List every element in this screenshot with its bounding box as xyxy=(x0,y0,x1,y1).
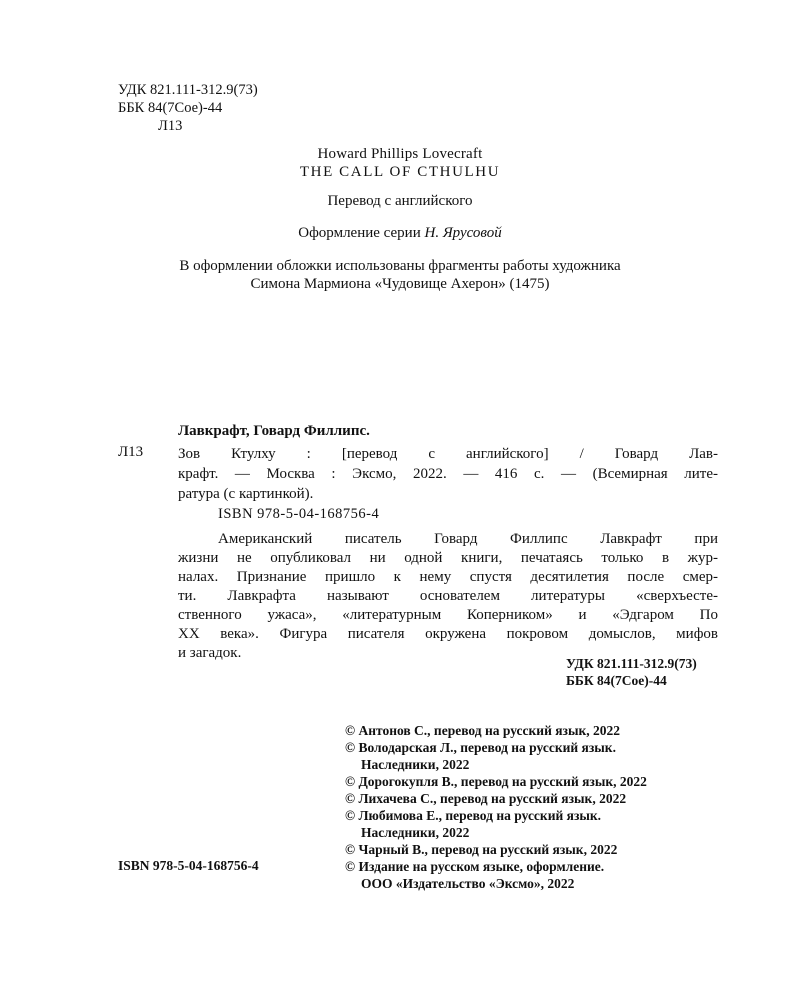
translation-note: Перевод с английского xyxy=(327,193,473,209)
series-design-credit xyxy=(0,225,800,242)
cover-note-line-1: В оформлении обложки использованы фрагменты работы художника xyxy=(179,258,621,274)
annotation xyxy=(178,530,718,663)
copyright-line: © Любимова Е., перевод на русский язык. xyxy=(345,808,602,823)
author-sign: Л13 xyxy=(158,118,183,134)
copyright-line: © Володарская Л., перевод на русский язык. xyxy=(345,740,616,755)
annotation-line: ственного ужаса», «литературным Коперником» и «Эдгаром По xyxy=(178,607,718,623)
cover-note-line-2: Симона Мармиона «Чудовище Ахерон» (1475) xyxy=(250,276,550,292)
top-classification-codes xyxy=(118,81,258,135)
right-classification-codes xyxy=(566,655,697,689)
copyright-line-continuation: Наследники, 2022 xyxy=(361,757,470,772)
bibliography-author-sign: Л13 xyxy=(118,444,144,460)
udk-code: УДК 821.111-312.9(73) xyxy=(118,82,258,98)
cover-note xyxy=(0,257,800,293)
copyright-block xyxy=(345,722,647,892)
series-design-prefix: Оформление серии xyxy=(298,225,425,241)
annotation-line: XX века». Фигура писателя окружена покровом домыслов, мифов xyxy=(178,626,718,642)
copyright-line: © Лихачева С., перевод на русский язык, 2022 xyxy=(345,791,627,806)
udk-code: УДК 821.111-312.9(73) xyxy=(566,656,697,671)
copyright-line-continuation: ООО «Издательство «Эксмо», 2022 xyxy=(361,876,575,891)
annotation-line: налах. Признание пришло к нему спустя десятилетия после смер- xyxy=(178,569,718,585)
annotation-line: и загадок. xyxy=(178,645,242,661)
annotation-line: ти. Лавкрафта называют основателем литературы «сверхъесте- xyxy=(178,588,718,604)
original-author: Howard Phillips Lovecraft xyxy=(317,146,483,162)
bibliography-line: Зов Ктулху : [перевод с английского] / Говард Лав- xyxy=(178,446,718,462)
bibliography-author-heading: Лавкрафт, Говард Филлипс. xyxy=(178,423,370,439)
copyright-line-continuation: Наследники, 2022 xyxy=(361,825,470,840)
copyright-line: © Чарный В., перевод на русский язык, 2022 xyxy=(345,842,618,857)
annotation-line: Американский писатель Говард Филлипс Лавкрафт при xyxy=(218,531,718,547)
bbk-code: ББК 84(7Сое)-44 xyxy=(566,673,667,688)
bbk-code: ББК 84(7Сое)-44 xyxy=(118,100,223,116)
copyright-line: © Антонов С., перевод на русский язык, 2022 xyxy=(345,723,621,738)
copyright-line: © Дорогокупля В., перевод на русский язык, 2022 xyxy=(345,774,647,789)
bibliography-description xyxy=(178,444,718,504)
series-designer-name: Н. Ярусовой xyxy=(424,225,502,241)
bibliography-isbn: ISBN 978-5-04-168756-4 xyxy=(218,506,380,522)
bibliography-line: ратура (с картинкой). xyxy=(178,486,314,502)
original-title: THE CALL OF CTHULHU xyxy=(299,164,501,180)
bibliography-line: крафт. — Москва : Эксмо, 2022. — 416 с. — (Всемирная лите- xyxy=(178,466,718,482)
copyright-line: © Издание на русском языке, оформление. xyxy=(345,859,605,874)
annotation-line: жизни не опубликовал ни одной книги, печатаясь только в жур- xyxy=(178,550,718,566)
isbn-bottom: ISBN 978-5-04-168756-4 xyxy=(118,858,259,873)
